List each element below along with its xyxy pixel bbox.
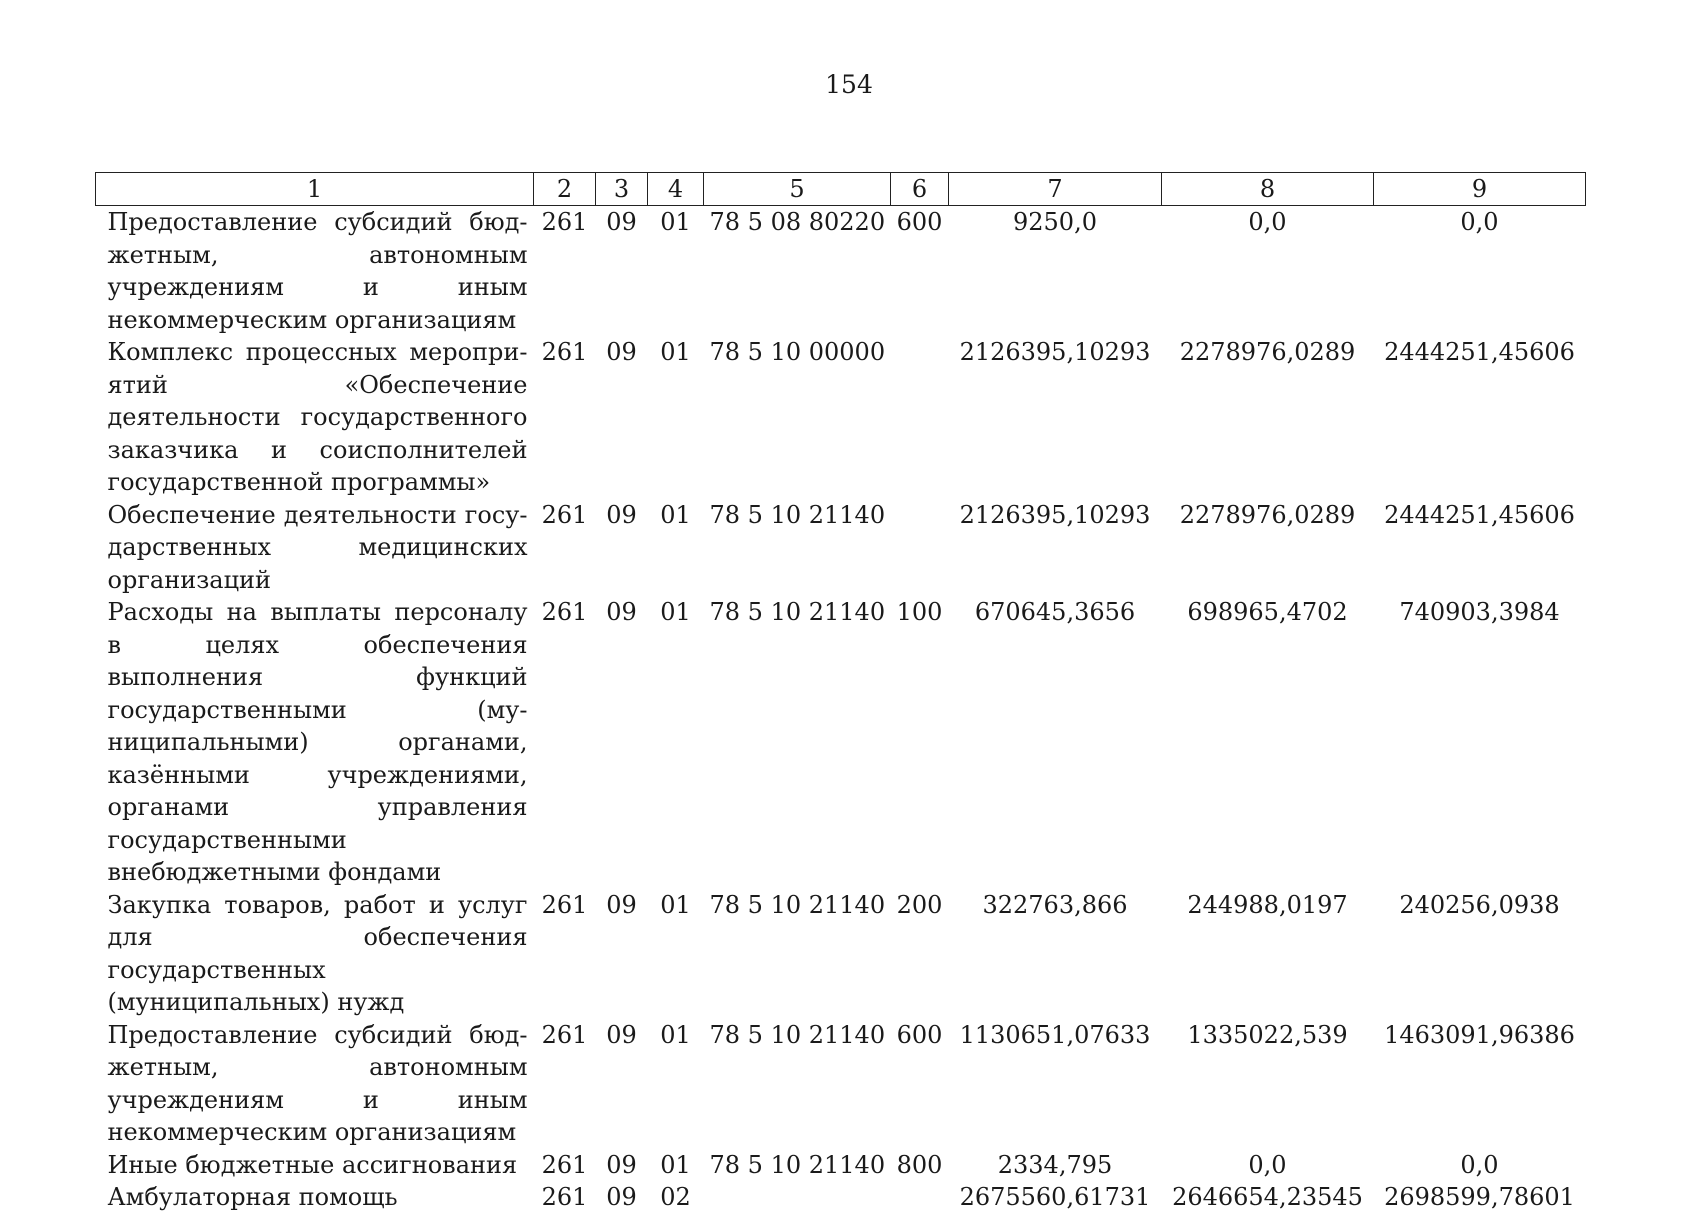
- glava-code-cell: 261: [541, 1150, 588, 1179]
- target-article-cell: 78 5 10 21140: [709, 500, 886, 529]
- target-article-cell: [704, 1181, 891, 1214]
- section-code-cell: 09: [606, 338, 637, 366]
- amount-col7-cell: 1130651,07633: [959, 1020, 1151, 1049]
- amount-col9-cell: 0,0: [1460, 1150, 1499, 1179]
- amount-col9-cell: 0,0: [1460, 208, 1499, 236]
- table-row: [96, 889, 1586, 1019]
- section-code-cell: 09: [606, 1020, 637, 1049]
- subsection-code-cell: 01: [660, 208, 691, 236]
- glava-code-cell: 261: [541, 1183, 588, 1211]
- amount-col9-cell: 2444251,45606: [1384, 338, 1575, 366]
- column-number-header-row: [96, 173, 1586, 206]
- target-article-cell: 78 5 10 21140: [709, 890, 886, 919]
- table-row: [96, 1019, 1586, 1149]
- glava-code-cell: 261: [541, 500, 588, 529]
- expense-type-cell: 200: [896, 890, 943, 919]
- subsection-code-cell: 01: [660, 338, 691, 366]
- expense-type-cell: 600: [896, 1020, 943, 1049]
- target-article-cell: 78 5 08 80220: [709, 208, 886, 236]
- row-name-cell: Иные бюджетные ассигнования: [107, 1150, 518, 1179]
- row-name-cell: Предоставление субсидий бюджетным, автономным учреждениям и иным некоммерческим организациям: [107, 1020, 528, 1146]
- glava-code-cell: 261: [541, 1020, 588, 1049]
- subsection-code-cell: 01: [660, 500, 691, 529]
- section-code-cell: 09: [606, 500, 637, 529]
- amount-col9-cell: 1463091,96386: [1384, 1020, 1575, 1049]
- table-row: [96, 596, 1586, 889]
- expense-type-cell: 100: [896, 598, 943, 626]
- glava-code-cell: 261: [541, 598, 588, 626]
- column-header: 4: [648, 173, 704, 206]
- amount-col9-cell: 240256,0938: [1399, 890, 1560, 919]
- section-code-cell: 09: [606, 1150, 637, 1179]
- column-header: 3: [596, 173, 648, 206]
- amount-col7-cell: 2126395,10293: [959, 500, 1151, 529]
- row-name-cell: Комплекс процессных мероприятий «Обеспечение деятельности государственного заказчика и соисполнителей государственной программы»: [107, 338, 528, 496]
- subsection-code-cell: 01: [660, 890, 691, 919]
- table-row: [96, 1149, 1586, 1182]
- amount-col7-cell: 322763,866: [982, 890, 1128, 919]
- subsection-code-cell: 02: [660, 1183, 691, 1211]
- section-code-cell: 09: [606, 598, 637, 626]
- amount-col7-cell: 670645,3656: [974, 598, 1136, 626]
- table-row: [96, 499, 1586, 597]
- column-header: 7: [949, 173, 1162, 206]
- column-header: 1: [96, 173, 534, 206]
- expense-type-cell: [891, 499, 949, 597]
- amount-col8-cell: 2278976,0289: [1179, 500, 1356, 529]
- column-header: 8: [1162, 173, 1374, 206]
- row-name-cell: Амбулаторная помощь: [107, 1183, 398, 1211]
- target-article-cell: 78 5 10 21140: [709, 598, 886, 626]
- column-header: 5: [704, 173, 891, 206]
- amount-col7-cell: 2675560,61731: [959, 1183, 1151, 1211]
- row-name-cell: Расходы на выплаты персоналу в целях обеспечения выполнения функций государственными (муниципальными) органами, казёнными учреждениями, органами управления государственными внебюджетными фондами: [107, 598, 528, 886]
- amount-col8-cell: 244988,0197: [1187, 890, 1348, 919]
- amount-col8-cell: 2278976,0289: [1179, 338, 1356, 366]
- subsection-code-cell: 01: [660, 598, 691, 626]
- amount-col9-cell: 2698599,78601: [1384, 1183, 1575, 1211]
- expense-type-cell: [891, 1181, 949, 1214]
- expense-type-cell: 600: [896, 208, 943, 236]
- subsection-code-cell: 01: [660, 1020, 691, 1049]
- page-number: 154: [825, 70, 873, 99]
- table-row: [96, 1181, 1586, 1214]
- amount-col9-cell: 2444251,45606: [1384, 500, 1575, 529]
- column-header: 6: [891, 173, 949, 206]
- subsection-code-cell: 01: [660, 1150, 691, 1179]
- amount-col8-cell: 698965,4702: [1187, 598, 1348, 626]
- amount-col8-cell: 0,0: [1248, 208, 1287, 236]
- expense-type-cell: 800: [896, 1150, 943, 1179]
- section-code-cell: 09: [606, 890, 637, 919]
- section-code-cell: 09: [606, 1183, 637, 1211]
- row-name-cell: Закупка товаров, работ и услуг для обеспечения государственных (муниципальных) нужд: [107, 890, 528, 1016]
- amount-col7-cell: 2334,795: [997, 1150, 1113, 1179]
- glava-code-cell: 261: [541, 338, 588, 366]
- row-name-cell: Предоставление субсидий бюджетным, автономным учреждениям и иным некоммерческим организациям: [107, 208, 528, 334]
- amount-col7-cell: 9250,0: [1013, 208, 1097, 236]
- amount-col8-cell: 0,0: [1248, 1150, 1287, 1179]
- expense-type-cell: [891, 336, 949, 499]
- glava-code-cell: 261: [541, 890, 588, 919]
- row-name-cell: Обеспечение деятельности государственных медицинских организаций: [107, 500, 528, 594]
- target-article-cell: 78 5 10 00000: [709, 338, 886, 366]
- target-article-cell: 78 5 10 21140: [709, 1020, 886, 1049]
- table-row: [96, 336, 1586, 499]
- amount-col9-cell: 740903,3984: [1399, 598, 1560, 626]
- amount-col8-cell: 2646654,23545: [1172, 1183, 1363, 1211]
- glava-code-cell: 261: [541, 208, 588, 236]
- column-header: 2: [534, 173, 596, 206]
- amount-col8-cell: 1335022,539: [1187, 1020, 1348, 1049]
- amount-col7-cell: 2126395,10293: [959, 338, 1151, 366]
- target-article-cell: 78 5 10 21140: [709, 1150, 886, 1179]
- column-header: 9: [1374, 173, 1586, 206]
- budget-table: [95, 172, 1586, 1214]
- table-row: [96, 206, 1586, 337]
- section-code-cell: 09: [606, 208, 637, 236]
